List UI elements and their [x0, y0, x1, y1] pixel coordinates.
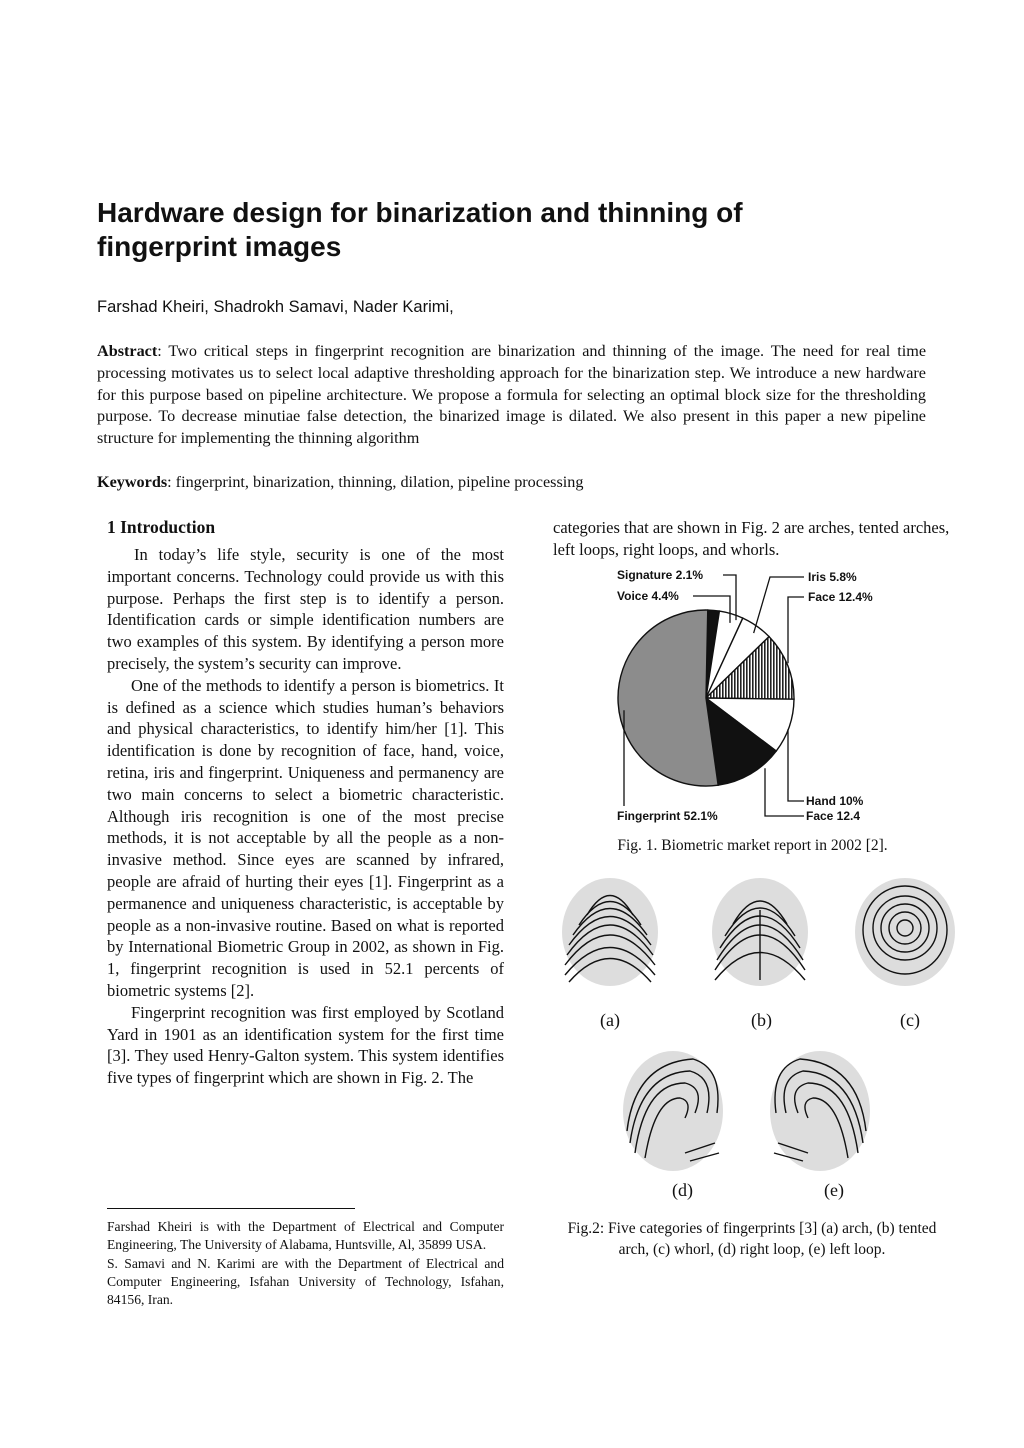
pie-slice-fingerprint	[618, 610, 718, 786]
pie-leader-face	[765, 768, 804, 816]
right-column-text	[553, 517, 953, 561]
subfigure-label-c: (c)	[900, 1010, 920, 1030]
keywords-label: Keywords	[97, 473, 168, 491]
footnotes	[107, 1218, 504, 1309]
left-column	[107, 544, 504, 1089]
keywords-text: : fingerprint, binarization, thinning, dilation, pipeline processing	[167, 473, 584, 491]
pie-leader-hand	[788, 729, 804, 801]
subfigure-label-d: (d)	[672, 1180, 693, 1200]
pie-label-voice: Voice 4.4%	[617, 589, 679, 603]
pie-label-face: Face 12.4	[806, 809, 861, 823]
pie-label-fingerprint: Fingerprint 52.1%	[617, 809, 718, 823]
figure-2-caption: Fig.2: Five categories of fingerprints [3] (a) arch, (b) tented arch, (c) whorl, (d) right loop, (e) left loop.	[567, 1220, 937, 1258]
pie-leader-iris	[754, 577, 804, 633]
intro-paragraph: Fingerprint recognition was first employed by Scotland Yard in 1901 as an identification system for the first time [3]. They used Henry-Galton system. This system identifies five types of fingerprint which are shown in Fig. 2. The	[107, 1002, 504, 1088]
abstract	[97, 341, 926, 450]
figure-1-caption: Fig. 1. Biometric market report in 2002 [2].	[617, 837, 888, 854]
abstract-label: Abstract	[97, 342, 158, 360]
fingerprint-left-loop-image	[770, 1051, 870, 1171]
keywords	[97, 472, 926, 494]
footnote: S. Samavi and N. Karimi are with the Department of Electrical and Computer Engineering, Isfahan University of Technology, Isfahan, 84156, Iran.	[107, 1255, 504, 1308]
pie-label-face: Face 12.4%	[808, 590, 873, 604]
subfigure-label-a: (a)	[600, 1010, 620, 1030]
fingerprint-arch-image	[562, 878, 658, 986]
paper-title: Hardware design for binarization and thinning of fingerprint images	[97, 197, 743, 262]
fingerprint-row-top	[555, 870, 960, 990]
biometric-pie-chart	[560, 560, 960, 830]
pie-label-hand: Hand 10%	[806, 794, 864, 808]
subfigure-label-b: (b)	[751, 1010, 772, 1030]
intro-paragraph: One of the methods to identify a person is biometrics. It is defined as a science which studies human’s behaviors and physical characteristics, to identify him/her [1]. This identification is done by recognition of face, hand, voice, retina, iris and fingerprint. Uniqueness and permanency are two main concerns to select a biometric characteristic. Although iris recognition is one of the most precise methods, it is not acceptable by all the people as a non-invasive method. Since eyes are scanned by infrared, people are afraid of hurting their eyes [1]. Fingerprint as a permanence and uniqueness characteristic, is acceptable by people as a non-invasive routine. Based on what is reported by International Biometric Group in 2002, as shown in Fig. 1, fingerprint recognition is used in 52.1 percents of biometric systems [2].	[107, 675, 504, 1000]
footnote-rule	[107, 1208, 355, 1209]
fingerprint-tented-arch-image	[712, 878, 808, 986]
pie-label-signature: Signature 2.1%	[617, 568, 704, 582]
footnote: Farshad Kheiri is with the Department of Electrical and Computer Engineering, The University of Alabama, Huntsville, Al, 35899 USA.	[107, 1219, 504, 1253]
fingerprint-row-bottom	[615, 1043, 875, 1178]
author-list: Farshad Kheiri, Shadrokh Samavi, Nader Karimi,	[97, 298, 454, 316]
intro-continuation: categories that are shown in Fig. 2 are arches, tented arches, left loops, right loops, and whorls.	[553, 518, 950, 559]
intro-paragraph: In today’s life style, security is one of the most important concerns. Technology could provide us with this purpose. Perhaps the first step is to identify a person. Identification cards or simple identification numbers are two examples of this system. By identifying a person more precisely, the system’s security can improve.	[107, 545, 504, 673]
fingerprint-whorl-image	[855, 878, 955, 986]
section-heading-introduction: 1 Introduction	[107, 517, 216, 537]
abstract-text: : Two critical steps in fingerprint recognition are binarization and thinning of the image. The need for real time processing motivates us to select local adaptive thresholding approach for the binarization step. We introduce a new hardware for this purpose based on pipeline architecture. We propose a formula for selecting an optimal block size for the thresholding purpose. To decrease minutiae false detection, the binarized image is dilated. We also present in this paper a new pipeline structure for implementing the thinning algorithm	[97, 342, 926, 448]
pie-label-iris: Iris 5.8%	[808, 570, 857, 584]
fingerprint-right-loop-image	[623, 1051, 723, 1171]
pie-leader-face	[788, 597, 804, 663]
subfigure-label-e: (e)	[824, 1180, 844, 1200]
